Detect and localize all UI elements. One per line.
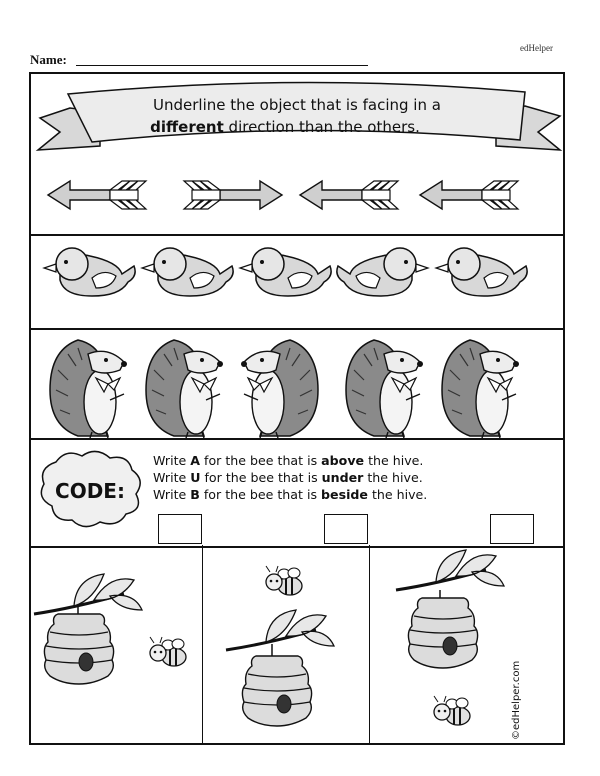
- banner-line-1: Underline the object that is facing in a: [153, 96, 441, 114]
- brand-label: edHelper: [520, 43, 553, 53]
- name-label: Name:: [30, 52, 67, 67]
- bee-under-icon[interactable]: [434, 696, 470, 725]
- banner-bold-word: different: [150, 118, 224, 136]
- panel-beside: [34, 574, 186, 684]
- panel-under: [396, 550, 504, 725]
- code-line: Write A for the bee that is above the hive.: [153, 453, 424, 468]
- panel-above: [226, 566, 334, 726]
- code-label: CODE:: [55, 479, 125, 503]
- copyright-label: ©edHelper.com: [511, 660, 522, 740]
- code-line: Write U for the bee that is under the hive.: [153, 470, 423, 485]
- bee-beside-icon[interactable]: [150, 637, 186, 666]
- bee-above-icon[interactable]: [266, 566, 302, 595]
- code-line: Write B for the bee that is beside the hive.: [153, 487, 428, 502]
- banner-line-2: direction than the others.: [228, 118, 420, 136]
